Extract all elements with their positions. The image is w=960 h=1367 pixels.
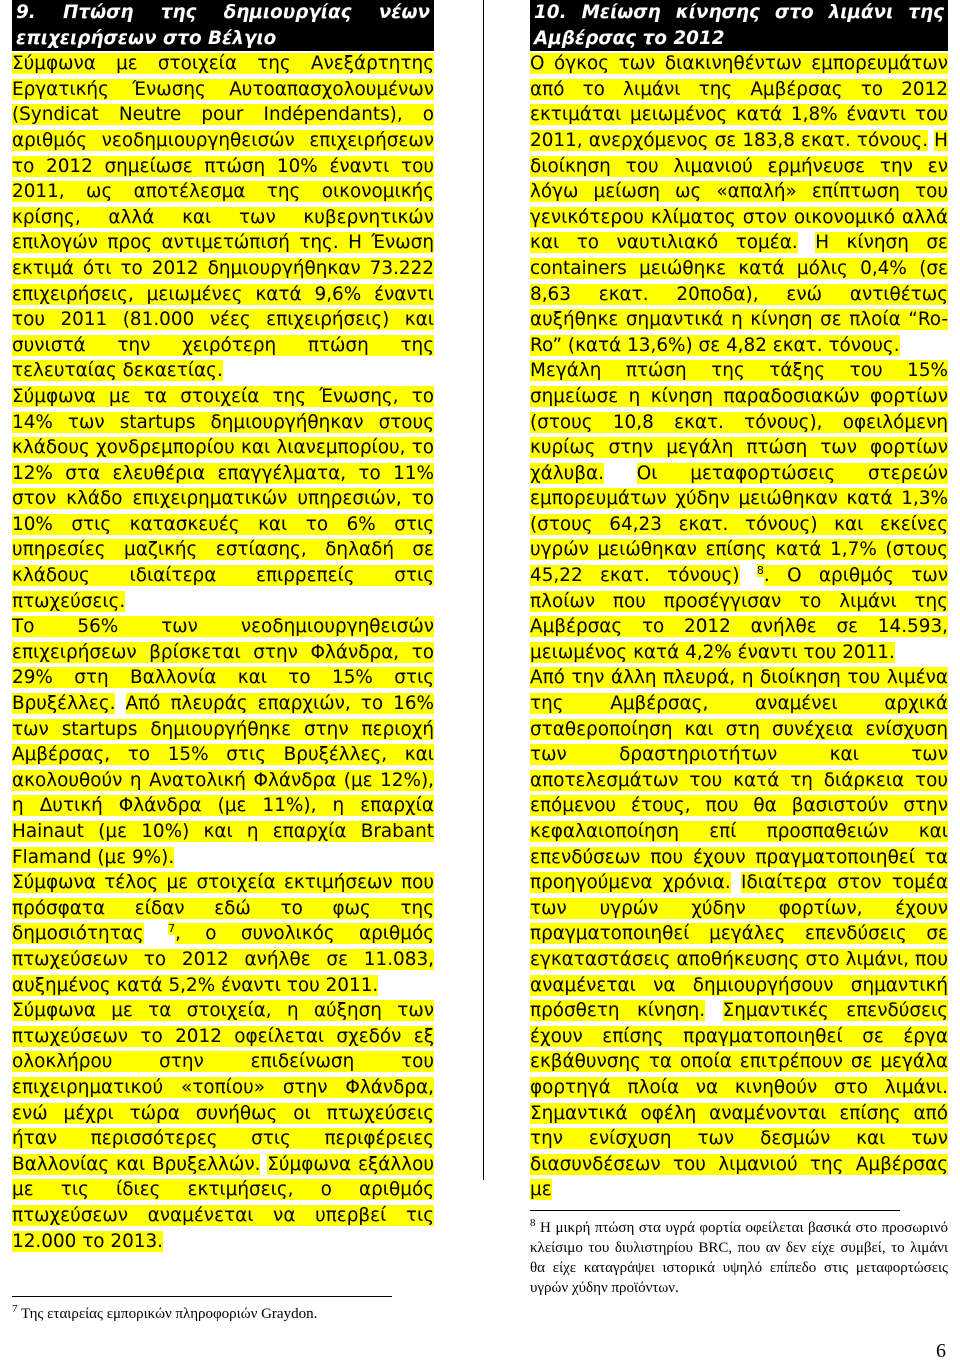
right-p1a-text: Ο όγκος των διακινηθέντων εμπορευμάτων από το λιμάνι της Αμβέρσας το 2012 εκτιμάται μειωμένος κατά 1,8% έναντι του 2011, ανερχόμενος σε 183,8 εκατ. τόνους. [530, 53, 948, 151]
right-p2a-text: Μεγάλη πτώση της τάξης του 15% σημείωσε η κίνηση παραδοσιακών φορτίων (στους 10,8 εκατ. τόνους), οφειλόμενη κυρίως στην μεγάλη πτώση των φορτίων χάλυβα. [530, 360, 948, 484]
section-10-heading: 10. Μείωση κίνησης στο λιμάνι της Αμβέρσας το 2012 [530, 0, 948, 51]
left-p6-text: Σύμφωνα με τα στοιχεία, η αύξηση των πτωχεύσεων το 2012 οφείλεται σχεδόν εξ ολοκλήρου στην επιδείνωση του επιχειρηματικού «τοπίου» στην Φλάνδρα, ενώ μέχρι τώρα συνήθως οι πτωχεύσεις ήταν περισσότερες στις περιφέρειες Βαλλονίας και Βρυξελλών. [12, 1000, 434, 1175]
footnote-ref-7: 7 [168, 922, 176, 936]
right-p5-text: Σημαντικές επενδύσεις έχουν επίσης πραγματοποιηθεί σε έργα εκβάθυνσης τα οποία επιτρέπουν σε μεγάλα φορτηγά πλοία να κινηθούν στο λιμάνι. [530, 1000, 948, 1098]
page-number: 6 [936, 1340, 946, 1362]
footnote-7 [12, 1304, 432, 1324]
right-p2c-text: . Ο αριθμός των πλοίων που προσέγγισαν το λιμάνι της Αμβέρσας το 2012 ανήλθε σε 14.593, μειωμένος κατά 4,2% έναντι του 2011. [530, 565, 948, 663]
left-paragraph-1 [12, 51, 434, 384]
section-9-heading: 9. Πτώση της δημιουργίας νέων επιχειρήσεων στο Βέλγιο [12, 0, 434, 51]
right-p1c-text: Η κίνηση σε containers μειώθηκε κατά μόλις 0,4% (σε 8,63 εκατ. 20ποδα), ενώ αντιθέτως αυξήθηκε σημαντικά η κίνηση σε πλοία “Ro-Ro” (κατά 13,6%) σε 4,82 εκατ. τόνους. [530, 232, 948, 356]
left-p5b-text: , ο συνολικός αριθμός πτωχεύσεων το 2012 ανήλθε σε 11.083, αυξημένος κατά 5,2% έναντι του 2011. [12, 923, 434, 996]
right-p4-text: Ιδιαίτερα στον τομέα των υγρών χύδην φορτίων, έχουν πραγματοποιηθεί μεγάλες επενδύσεις σε εγκαταστάσεις αποθήκευσης στο λιμάνι, που αναμένεται να δημιουργήσουν σημαντική πρόσθετη κίνηση. [530, 872, 948, 1022]
right-paragraph-1 [530, 51, 948, 358]
footnote-7-text: Της εταιρείας εμπορικών πληροφοριών Graydon. [17, 1306, 318, 1322]
right-p2b-text: Οι μεταφορτώσεις στερεών εμπορευμάτων χύδην μειώθηκαν κατά 1,3% (στους 64,23 εκατ. τόνους) και εκείνες υγρών μειώθηκαν επίσης κατά 1,7% (στους 45,22 εκατ. τόνους) [530, 462, 948, 587]
footnote-ref-8: 8 [756, 563, 764, 577]
left-p4-text: Από πλευράς επαρχιών, το 16% των startups δημιουργήθηκε στην περιοχή Αμβέρσας, το 15% στις Βρυξέλλες, και ακολουθούν η Ανατολική Φλάνδρα (με 12%), η Δυτική Φλάνδρα (με 11%), η επαρχία Hainaut (με 10%) και η επαρχία Brabant Flamand (με 9%). [12, 693, 434, 868]
right-p3-text: Από την άλλη πλευρά, η διοίκηση του λιμένα της Αμβέρσας, αναμένει αρχικά σταθεροποίηση και στη συνέχεια ενίσχυση των δραστηριοτήτων και των αποτελεσμάτων του κατά τη διάρκεια του επόμενου έτους, που θα βασιστούν στην κεφαλαιοποίηση επί προσπαθειών και επενδύσεων που έχουν πραγματοποιηθεί τα προηγούμενα χρόνια. [530, 667, 948, 894]
left-paragraph-6 [12, 998, 434, 1254]
footnote-7-number: 7 [12, 1303, 18, 1315]
right-p1b-text: Η διοίκηση του λιμανιού ερμήνευσε την εν λόγω μείωση ως «απαλή» επίπτωση του γενικότερου κλίματος στον οικονομικό αλλά και το ναυτιλιακό τομέα. [530, 129, 948, 254]
left-p3-text: Το 56% των νεοδημιουργηθεισών επιχειρήσεων βρίσκεται στην Φλάνδρα, το 29% στη Βαλλονία και το 15% στις Βρυξέλλες. [12, 616, 434, 715]
left-p2-text: Σύμφωνα με τα στοιχεία της Ένωσης, το 14% των startups δημιουργήθηκαν στους κλάδους χονδρεμπορίου και λιανεμπορίου, το 12% στα ελευθέρια επαγγέλματα, το 11% στον κλάδο επιχειρηματικών υπηρεσιών, το 10% στις κατασκευές και το 6% στις υπηρεσίες μαζικής εστίασης, δηλαδή σε κλάδους ιδιαίτερα επιρρεπείς στις πτωχεύσεις. [12, 385, 434, 612]
left-paragraph-5 [12, 870, 434, 998]
left-paragraph-3 [12, 614, 434, 870]
left-p1-text: Σύμφωνα με στοιχεία της Ανεξάρτητης Εργατικής Ένωσης Αυτοαπασχολουμένων (Syndicat Neutre pour Indépendants), ο αριθμός νεοδημιουργηθεισών επιχειρήσεων το 2012 σημείωσε πτώση 10% έναντι του 2011, ως αποτέλεσμα της οικονομικής κρίσης, αλλά και των κυβερνητικών επιλογών προς αντιμετώπισή της. Η Ένωση εκτιμά ότι το 2012 δημιουργήθηκαν 73.222 επιχειρήσεις, μειωμένες κατά 9,6% έναντι του 2011 (81.000 νέες επιχειρήσεις) και συνιστά την χειρότερη πτώση της τελευταίας δεκαετίας. [12, 53, 434, 382]
footnote-8-number: 8 [530, 1217, 536, 1229]
footnote-8-text: Η μικρή πτώση στα υγρά φορτία οφείλεται βασικά στο προσωρινό κλείσιμο του διυλιστηρίου BRC, που αν δεν είχε συμβεί, το λιμάνι θα είχε καταγράψει ιστορικά υψηλό επίπεδο στις μεταφορτώσεις υγρών χύδην προϊόντων. [530, 1220, 948, 1296]
right-paragraph-2 [530, 358, 948, 665]
footnote-separator-right [530, 1210, 900, 1211]
left-column [12, 0, 434, 1254]
left-paragraph-2 [12, 384, 434, 614]
right-p6-text: Σημαντικά οφέλη αναμένονται επίσης από την ενίσχυση των δεσμών και των διασυνδέσεων του λιμανιού της Αμβέρσας με [530, 1102, 948, 1201]
footnote-8 [530, 1218, 948, 1298]
column-divider [483, 0, 484, 1180]
right-column [530, 0, 948, 1203]
right-paragraph-3 [530, 665, 948, 1202]
left-p7-text: Σύμφωνα εξάλλου με τις ίδιες εκτιμήσεις, ο αριθμός πτωχεύσεων αναμένεται να υπερβεί τις 12.000 το 2013. [12, 1153, 434, 1252]
left-p5a-text: Σύμφωνα τέλος με στοιχεία εκτιμήσεων που πρόσφατα είδαν εδώ το φως της δημοσιότητας [12, 872, 434, 945]
footnote-separator-left [12, 1296, 392, 1297]
